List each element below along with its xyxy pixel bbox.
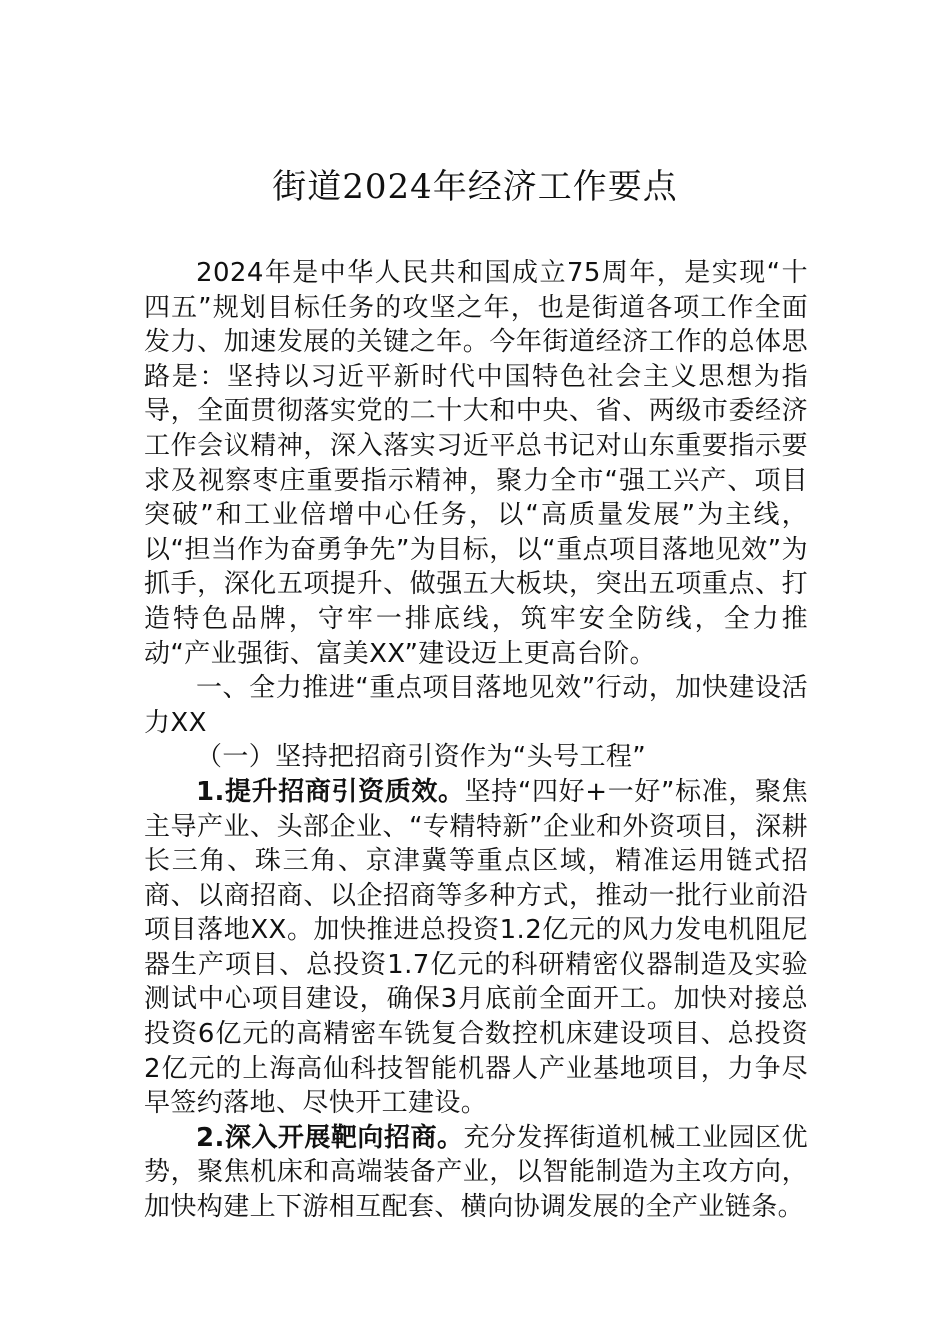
section-1-heading: 一、全力推进“重点项目落地见效”行动，加快建设活力XX	[144, 673, 808, 738]
item-2-paragraph	[144, 1121, 808, 1225]
item-1-body: 坚持“四好+一好”标准，聚焦主导产业、头部企业、“专精特新”企业和外资项目，深耕长三角、珠三角、京津冀等重点区域，精准运用链式招商、以商招商、以企招商等多种方式，推动一批行业前沿项目落地XX。加快推进总投资1.2亿元的风力发电机阻尼器生产项目、总投资1.7亿元的科研精密仪器制造及实验测试中心项目建设，确保3月底前全面开工。加快对接总投资6亿元的高精密车铣复合数控机床建设项目、总投资2亿元的上海高仙科技智能机器人产业基地项目，力争尽早签约落地、尽快开工建设。	[144, 776, 808, 1119]
item-1-lead: 1.提升招商引资质效。	[196, 776, 465, 807]
document-title: 街道2024年经济工作要点	[272, 167, 678, 207]
item-2-lead: 2.深入开展靶向招商。	[196, 1122, 464, 1153]
intro-paragraph: 2024年是中华人民共和国成立75周年，是实现“十四五”规划目标任务的攻坚之年，也是街道各项工作全面发力、加速发展的关键之年。今年街道经济工作的总体思路是：坚持以习近平新时代中国特色社会主义思想为指导，全面贯彻落实党的二十大和中央、省、两级市委经济工作会议精神，深入落实习近平总书记对山东重要指示要求及视察枣庄重要指示精神，聚力全市“强工兴产、项目突破”和工业倍增中心任务，以“高质量发展”为主线，以“担当作为奋勇争先”为目标，以“重点项目落地见效”为抓手，深化五项提升、做强五大板块，突出五项重点、打造特色品牌，守牢一排底线，筑牢安全防线，全力推动“产业强街、富美XX”建设迈上更高台阶。	[144, 258, 808, 669]
subsection-1-heading: （一）坚持把招商引资作为“头号工程”	[196, 742, 647, 773]
item-1-paragraph	[144, 775, 808, 1121]
item-2-body: 充分发挥街道机械工业园区优势，聚焦机床和高端装备产业，以智能制造为主攻方向，加快构建上下游相互配套、横向协调发展的全产业链条。	[144, 1122, 808, 1223]
document-body	[144, 256, 808, 1225]
